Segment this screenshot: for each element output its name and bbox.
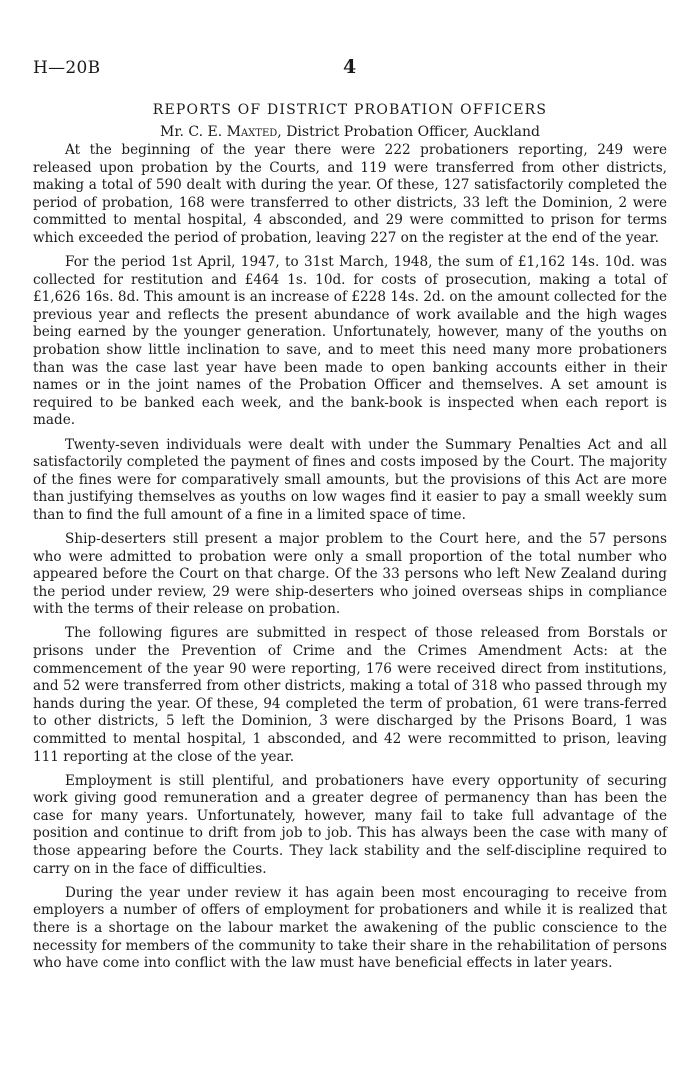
- author-prefix: Mr. C. E.: [160, 124, 227, 140]
- paragraph: Twenty-seven individuals were dealt with under the Summary Penalties Act and all satisfactorily completed the payment of fines and costs imposed by the Court. The majority of the fines were for comparatively small amounts, but the provisions of this Act are more than justifying themselves as youths on low wages find it easier to pay a small weekly sum than to find the full amount of a fine in a limited space of time.: [33, 436, 667, 523]
- author-role: , District Probation Officer, Auckland: [277, 124, 540, 140]
- paragraph: At the beginning of the year there were 222 probationers reporting, 249 were released upon probation by the Courts, and 119 were transferred from other districts, making a total of 590 dealt with during the year. Of these, 127 satisfactorily completed the period of probation, 168 were transferred to other districts, 33 left the Dominion, 2 were committed to mental hospital, 4 absconded, and 29 were committed to prison for terms which exceeded the period of probation, leaving 227 on the register at the end of the year.: [33, 142, 667, 246]
- document-reference: H—20B: [33, 58, 101, 78]
- running-header: [33, 58, 667, 82]
- author-surname: Maxted: [226, 124, 278, 140]
- paragraph: During the year under review it has again been most encouraging to receive from employers a number of offers of employment for probationers and while it is realized that there is a shortage on the labour market the awakening of the public conscience to the necessity for members of the community to take their share in the rehabilitation of persons who have come into conflict with the law must have beneficial effects in later years.: [33, 884, 667, 972]
- report-body: [33, 142, 667, 973]
- paragraph: Employment is still plentiful, and probationers have every opportunity of securing work giving good remuneration and a greater degree of permanency than has been the case for many years. Unfortunately, however, many fail to take full advantage of the position and continue to drift from job to job. This has always been the case with many of those appearing before the Courts. They lack stability and the self-discipline required to carry on in the face of difficulties.: [33, 772, 667, 877]
- paragraph: The following figures are submitted in respect of those released from Borstals or prisons under the Prevention of Crime and the Crimes Amendment Acts: at the commencement of the year 90 were reporting, 176 were received direct from institutions, and 52 were transferred from other districts, making a total of 318 who passed through my hands during the year. Of these, 94 completed the term of probation, 61 were trans-ferred to other districts, 5 left the Dominion, 3 were discharged by the Prisons Board, 1 was committed to mental hospital, 1 absconded, and 42 were recommitted to prison, leaving 111 reporting at the close of the year.: [33, 625, 667, 765]
- author-line: [33, 124, 667, 140]
- section-title: REPORTS OF DISTRICT PROBATION OFFICERS: [152, 102, 548, 118]
- paragraph: Ship-deserters still present a major problem to the Court here, and the 57 persons who were admitted to probation were only a small proportion of the total number who appeared before the Court on that charge. Of the 33 persons who left New Zealand during the period under review, 29 were ship-deserters who joined overseas ships in compliance with the terms of their release on probation.: [33, 530, 667, 618]
- paragraph: For the period 1st April, 1947, to 31st March, 1948, the sum of £1,162 14s. 10d. was collected for restitution and £464 1s. 10d. for costs of prosecution, making a total of £1,626 16s. 8d. This amount is an increase of £228 14s. 2d. on the amount collected for the previous year and reflects the present abundance of work available and the high wages being earned by the younger generation. Unfortunately, however, many of the youths on probation show little inclination to save, and to meet this need many more probationers than was the case last year have been made to open banking accounts either in their names or in the joint names of the Probation Officer and themselves. A set amount is required to be banked each week, and the bank-book is inspected when each report is made.: [33, 254, 667, 429]
- page-number: 4: [343, 56, 357, 78]
